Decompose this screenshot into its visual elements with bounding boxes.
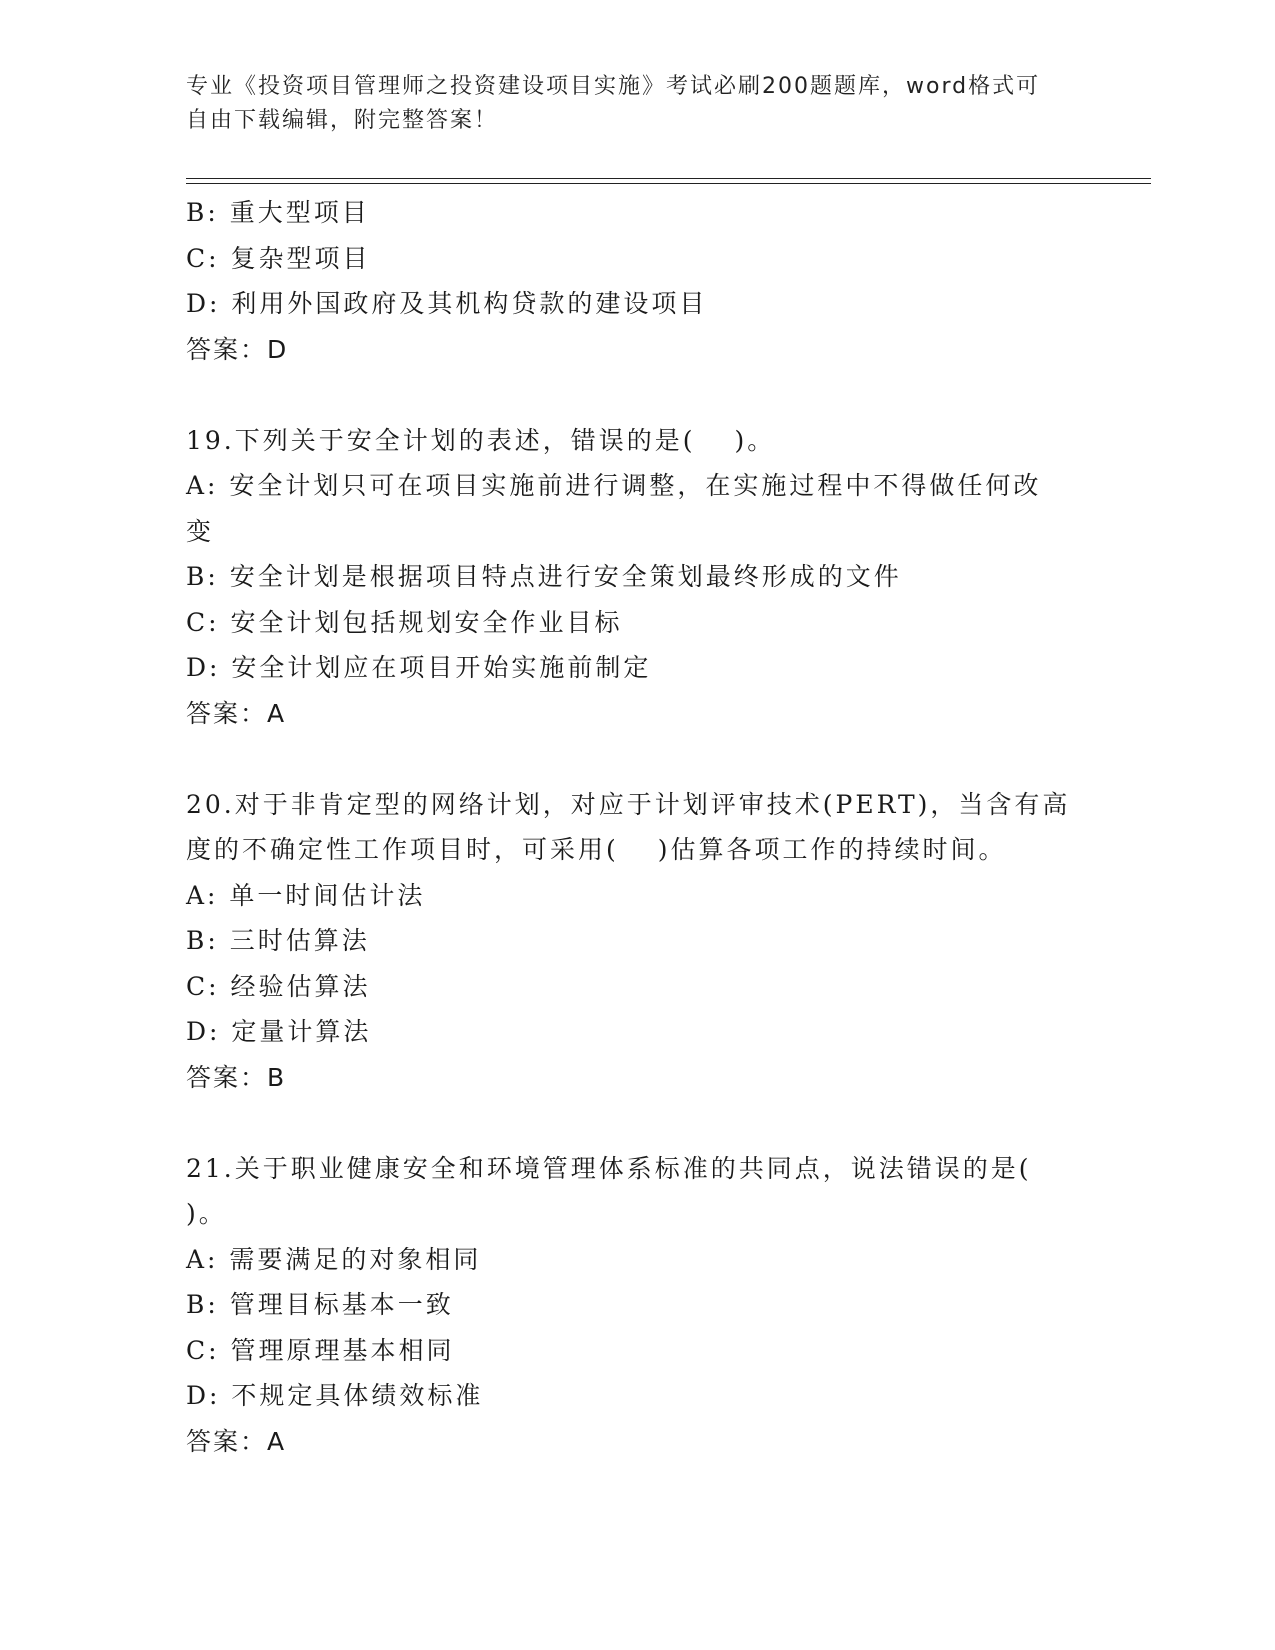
spacer — [186, 1100, 1066, 1146]
answer-line: 答案：A — [186, 1426, 287, 1456]
header-divider-top — [186, 178, 1151, 179]
option-a-continued: 变 — [186, 516, 215, 546]
header-line-2: 自由下载编辑，附完整答案！ — [186, 108, 499, 133]
question-stem-continued: )。 — [186, 1199, 227, 1228]
header-line-1: 专业《投资项目管理师之投资建设项目实施》考试必刷200题题库，word格式可 — [186, 74, 1041, 99]
answer-line: 答案：B — [186, 1062, 287, 1092]
option-d: D: 不规定具体绩效标准 — [186, 1381, 484, 1410]
document-header — [186, 70, 1066, 138]
option-b: B: 管理目标基本一致 — [186, 1290, 454, 1319]
question-18-continued — [186, 190, 1066, 372]
option-b: B: 三时估算法 — [186, 926, 370, 955]
question-stem: 21.关于职业健康安全和环境管理体系标准的共同点，说法错误的是( — [186, 1153, 1032, 1183]
option-c: C: 管理原理基本相同 — [186, 1335, 455, 1365]
option-a: A: 单一时间估计法 — [186, 880, 426, 910]
option-c: C: 安全计划包括规划安全作业目标 — [186, 607, 623, 637]
option-a: A: 需要满足的对象相同 — [186, 1244, 482, 1274]
answer-line: 答案：D — [186, 334, 289, 364]
question-list — [186, 190, 1071, 1464]
question-19 — [186, 418, 1066, 737]
spacer — [186, 736, 1066, 782]
option-d: D: 安全计划应在项目开始实施前制定 — [186, 653, 652, 682]
question-stem: 20.对于非肯定型的网络计划，对应于计划评审技术(PERT)，当含有高 — [186, 789, 1071, 819]
option-c: C: 经验估算法 — [186, 971, 371, 1001]
option-b: B: 安全计划是根据项目特点进行安全策划最终形成的文件 — [186, 562, 902, 591]
option-c: C: 复杂型项目 — [186, 243, 371, 273]
question-21 — [186, 1146, 1066, 1465]
option-a: A: 安全计划只可在项目实施前进行调整，在实施过程中不得做任何改 — [186, 471, 1042, 500]
header-divider-bottom — [186, 183, 1151, 184]
option-b: B: 重大型项目 — [186, 198, 370, 227]
question-20 — [186, 782, 1071, 1101]
question-stem-continued: 度的不确定性工作项目时，可采用( )估算各项工作的持续时间。 — [186, 835, 1007, 864]
answer-line: 答案：A — [186, 698, 287, 728]
question-stem: 19.下列关于安全计划的表述，错误的是( )。 — [186, 425, 776, 455]
spacer — [186, 372, 1066, 418]
option-d: D: 利用外国政府及其机构贷款的建设项目 — [186, 289, 708, 318]
option-d: D: 定量计算法 — [186, 1017, 372, 1046]
